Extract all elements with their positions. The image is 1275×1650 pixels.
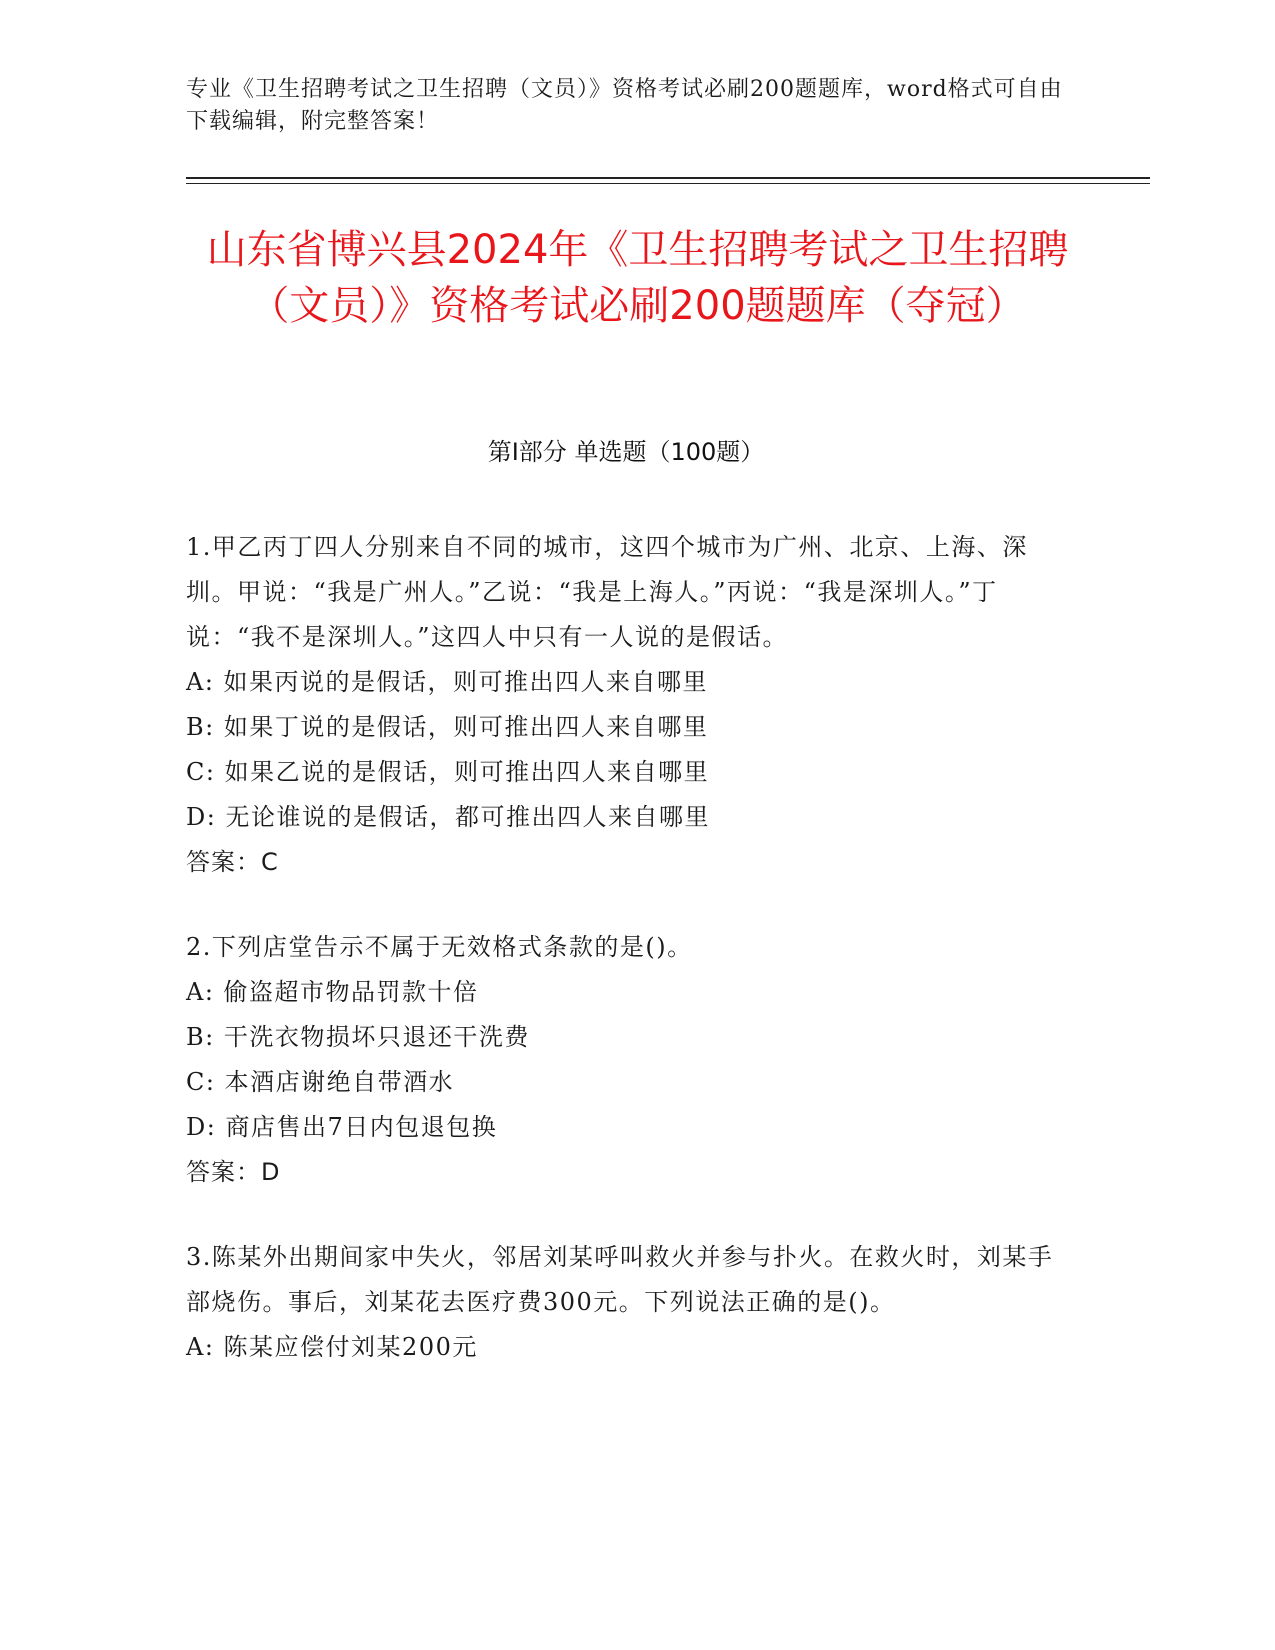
option-d: D: 无论谁说的是假话，都可推出四人来自哪里 bbox=[186, 803, 710, 831]
option-a: A: 偷盗超市物品罚款十倍 bbox=[186, 978, 479, 1006]
option-d: D: 商店售出7日内包退包换 bbox=[186, 1113, 498, 1141]
question-stem: 2.下列店堂告示不属于无效格式条款的是()。 bbox=[186, 933, 693, 961]
answer: 答案：C bbox=[186, 848, 279, 876]
option-a: A: 陈某应偿付刘某200元 bbox=[186, 1333, 478, 1361]
header-note: 专业《卫生招聘考试之卫生招聘（文员）》资格考试必刷200题题库，word格式可自由下载编辑，附完整答案！ bbox=[186, 77, 1063, 134]
option-a: A: 如果丙说的是假话，则可推出四人来自哪里 bbox=[186, 668, 709, 696]
document-title: 山东省博兴县2024年《卫生招聘考试之卫生招聘（文员）》资格考试必刷200题题库（夺冠） bbox=[206, 227, 1069, 329]
section-title: 第Ⅰ部分 单选题（100题） bbox=[487, 438, 765, 466]
question-list bbox=[186, 525, 1066, 1410]
option-b: B: 如果丁说的是假话，则可推出四人来自哪里 bbox=[186, 713, 709, 741]
option-b: B: 干洗衣物损坏只退还干洗费 bbox=[186, 1023, 530, 1051]
question-2 bbox=[186, 925, 1066, 1195]
question-stem: 3.陈某外出期间家中失火，邻居刘某呼叫救火并参与扑火。在救火时，刘某手部烧伤。事后，刘某花去医疗费300元。下列说法正确的是()。 bbox=[186, 1243, 1054, 1316]
option-c: C: 如果乙说的是假话，则可推出四人来自哪里 bbox=[186, 758, 710, 786]
option-c: C: 本酒店谢绝自带酒水 bbox=[186, 1068, 455, 1096]
question-3 bbox=[186, 1235, 1066, 1370]
answer: 答案：D bbox=[186, 1158, 281, 1186]
header-rule-thin bbox=[186, 183, 1150, 184]
question-1 bbox=[186, 525, 1066, 885]
header-rule-thick bbox=[186, 177, 1150, 179]
question-stem: 1.甲乙丙丁四人分别来自不同的城市，这四个城市为广州、北京、上海、深圳。甲说：“我是广州人。”乙说：“我是上海人。”丙说：“我是深圳人。”丁说：“我不是深圳人。”这四人中只有一人说的是假话。 bbox=[186, 533, 1028, 651]
